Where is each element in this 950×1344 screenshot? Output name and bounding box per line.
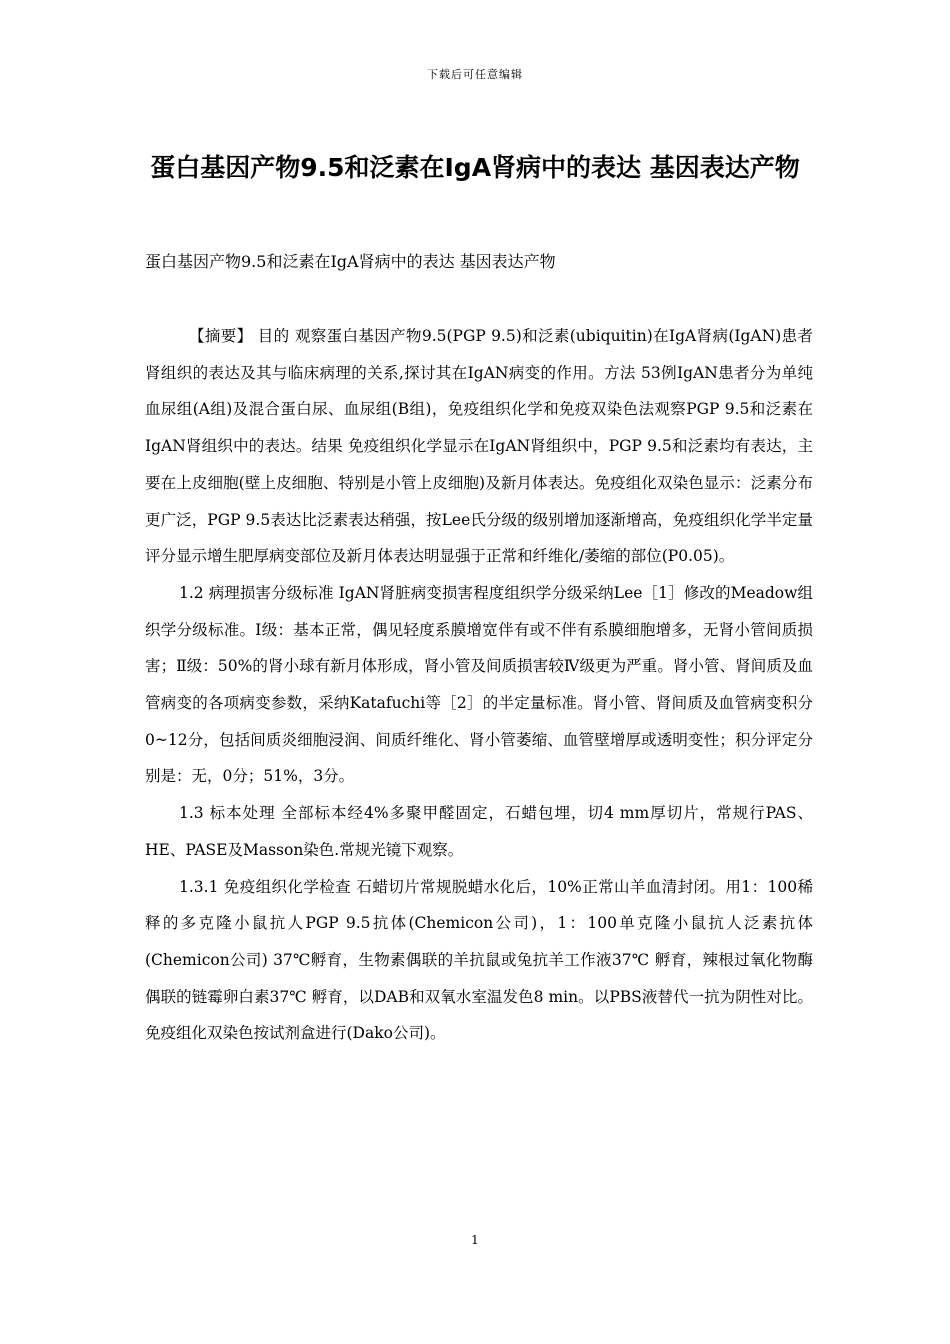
paragraph-specimen-processing: 1.3 标本处理 全部标本经4%多聚甲醛固定，石蜡包埋，切4 mm厚切片，常规行PAS、HE、PASE及Masson染色.常规光镜下观察。 (145, 804, 813, 859)
paragraph-immunohistochemistry: 1.3.1 免疫组织化学检查 石蜡切片常规脱蜡水化后，10%正常山羊血清封闭。用1：100稀释的多克隆小鼠抗人PGP 9.5抗体(Chemicon公司)，1：100单克隆小鼠抗人泛素抗体(Chemicon公司) 37℃孵育，生物素偶联的羊抗鼠或兔抗羊工作液37℃ 孵育，辣根过氧化物酶偶联的链霉卵白素37℃ 孵育，以DAB和双氧水室温发色8 min。以PBS液替代一抗为阴性对比。免疫组化双染色按试剂盒进行(Dako公司)。 (145, 877, 813, 1043)
header-note: 下载后可任意编辑 (427, 68, 523, 81)
paragraph-grading-standard: 1.2 病理损害分级标准 IgAN肾脏病变损害程度组织学分级采纳Lee［1］修改的Meadow组织学分级标准。Ⅰ级：基本正常，偶见轻度系膜增宽伴有或不伴有系膜细胞增多，无肾小管间质损害；Ⅱ级：50%的肾小球有新月体形成，肾小管及间质损害较Ⅳ级更为严重。肾小管、肾间质及血管病变的各项病变参数，采纳Katafuchi等［2］的半定量标准。肾小管、肾间质及血管病变积分0~12分，包括间质炎细胞浸润、间质纤维化、肾小管萎缩、血管壁增厚或透明变性；积分评定分别是：无，0分；51%，3分。 (145, 583, 813, 786)
document-title: 蛋白基因产物9.5和泛素在IgA肾病中的表达 基因表达产物 (150, 153, 800, 182)
document-body (145, 318, 813, 1052)
abstract-label: 【摘要】 (189, 327, 253, 345)
document-subtitle: 蛋白基因产物9.5和泛素在IgA肾病中的表达 基因表达产物 (145, 252, 556, 271)
abstract-paragraph (145, 318, 813, 575)
page-number: 1 (471, 1233, 479, 1247)
abstract-text: 目的 观察蛋白基因产物9.5(PGP 9.5)和泛素(ubiquitin)在IgA肾病(IgAN)患者肾组织的表达及其与临床病理的关系,探讨其在IgAN病变的作用。方法 53例IgAN患者分为单纯血尿组(A组)及混合蛋白尿、血尿组(B组)，免疫组织化学和免疫双染色法观察PGP 9.5和泛素在IgAN肾组织中的表达。结果 免疫组织化学显示在IgAN肾组织中，PGP 9.5和泛素均有表达，主要在上皮细胞(壁上皮细胞、特别是小管上皮细胞)及新月体表达。免疫组化双染色显示：泛素分布更广泛，PGP 9.5表达比泛素表达稍强，按Lee氏分级的级别增加逐渐增高，免疫组织化学半定量评分显示增生肥厚病变部位及新月体表达明显强于正常和纤维化/萎缩的部位(P0.05)。 (145, 327, 813, 566)
